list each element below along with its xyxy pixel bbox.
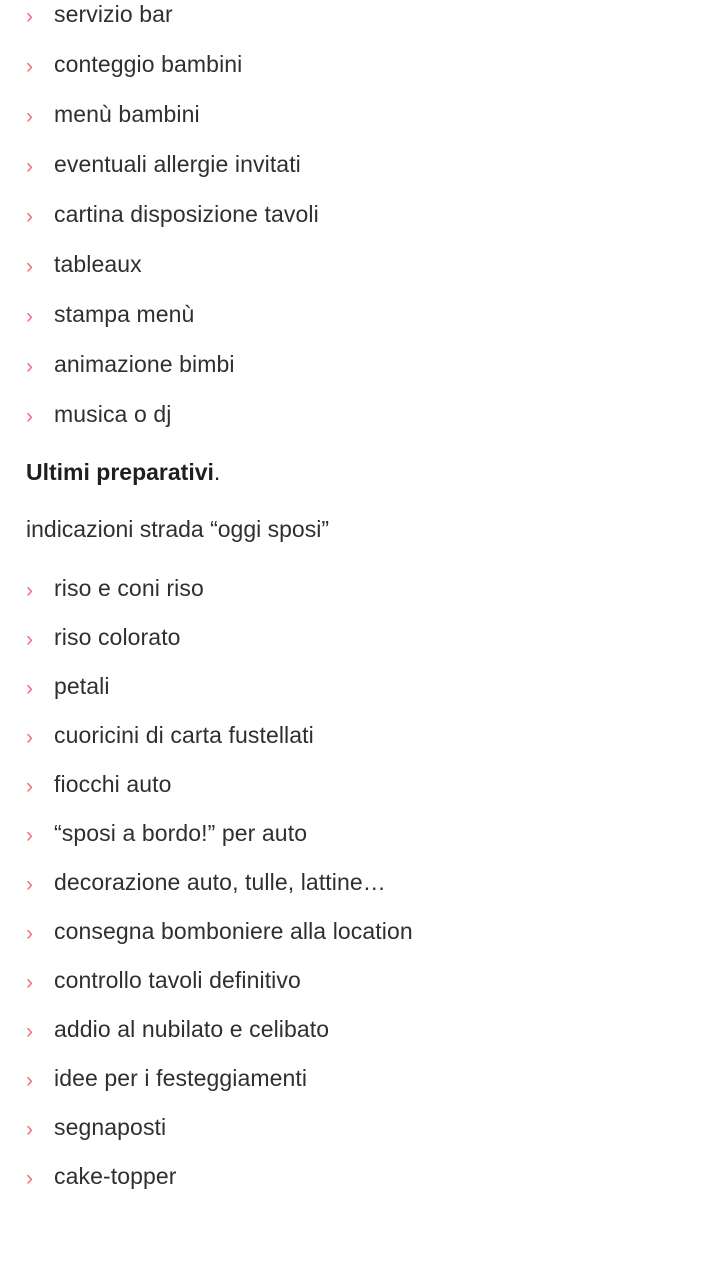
list-item-label: tableaux [54,251,142,278]
checklist-group-top [26,0,694,428]
chevron-right-icon: › [26,1167,33,1191]
chevron-right-icon: › [26,155,33,179]
chevron-right-icon: › [26,55,33,79]
list-item-label: animazione bimbi [54,351,235,378]
chevron-right-icon: › [26,775,33,799]
list-item-label: controllo tavoli definitivo [54,967,301,994]
list-item [26,574,694,602]
list-item [26,819,694,847]
chevron-right-icon: › [26,205,33,229]
list-item-label: segnaposti [54,1114,167,1141]
chevron-right-icon: › [26,971,33,995]
list-item [26,868,694,896]
section-paragraph: indicazioni strada “oggi sposi” [26,516,329,543]
list-item-label: menù bambini [54,101,200,128]
list-item-label: servizio bar [54,1,173,27]
list-item [26,0,694,28]
list-item [26,250,694,278]
checklist-group-bottom [26,574,694,1191]
list-item-label: decorazione auto, tulle, lattine… [54,869,386,896]
list-item [26,966,694,994]
chevron-right-icon: › [26,105,33,129]
list-item [26,623,694,651]
list-item [26,100,694,128]
list-item-label: petali [54,673,110,700]
chevron-right-icon: › [26,726,33,750]
list-item-label: musica o dj [54,401,172,428]
list-item-label: “sposi a bordo!” per auto [54,820,308,847]
list-item [26,150,694,178]
chevron-right-icon: › [26,255,33,279]
chevron-right-icon: › [26,922,33,946]
chevron-right-icon: › [26,5,33,28]
list-item-label: fiocchi auto [54,771,172,798]
list-item [26,672,694,700]
list-item-label: riso colorato [54,623,181,650]
list-item [26,1113,694,1141]
list-item [26,1015,694,1043]
chevron-right-icon: › [26,578,33,602]
chevron-right-icon: › [26,1118,33,1142]
list-item-label: stampa menù [54,301,195,328]
list-item [26,1162,694,1190]
list-item [26,350,694,378]
list-item [26,200,694,228]
list-item-label: cake-topper [54,1163,177,1190]
list-item [26,917,694,945]
chevron-right-icon: › [26,355,33,379]
list-item [26,400,694,428]
list-item [26,1064,694,1092]
list-item-label: riso e coni riso [54,574,204,601]
chevron-right-icon: › [26,677,33,701]
chevron-right-icon: › [26,1020,33,1044]
list-item [26,50,694,78]
list-item [26,300,694,328]
list-item-label: conteggio bambini [54,51,243,78]
chevron-right-icon: › [26,305,33,329]
list-item [26,721,694,749]
chevron-right-icon: › [26,405,33,429]
chevron-right-icon: › [26,627,33,651]
chevron-right-icon: › [26,1069,33,1093]
section-heading-rest: . [213,459,221,486]
section-heading [26,458,694,487]
chevron-right-icon: › [26,824,33,848]
list-item-label: cartina disposizione tavoli [54,201,319,228]
section-heading-strong: Ultimi preparativi [26,459,214,486]
list-item-label: addio al nubilato e celibato [54,1016,330,1043]
list-item-label: eventuali allergie invitati [54,151,301,178]
list-item [26,770,694,798]
list-item-label: idee per i festeggiamenti [54,1065,308,1092]
list-item-label: consegna bomboniere alla location [54,918,413,945]
chevron-right-icon: › [26,873,33,897]
list-item-label: cuoricini di carta fustellati [54,722,314,749]
